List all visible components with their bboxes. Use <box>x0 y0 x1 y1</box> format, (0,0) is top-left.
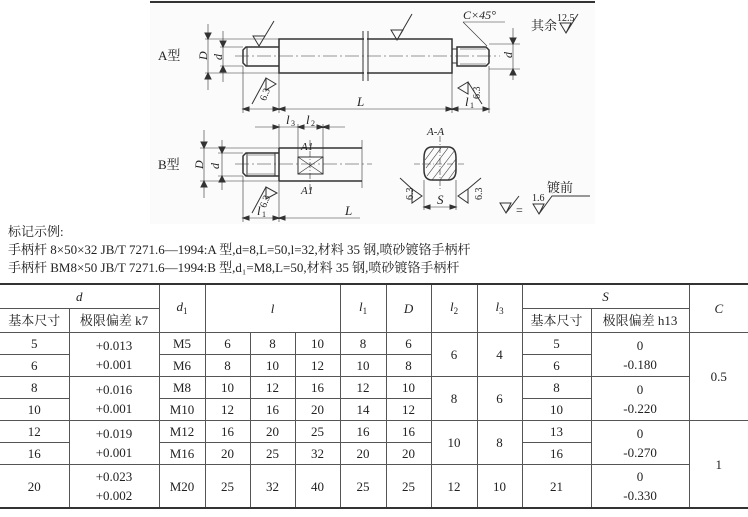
s-tolerance-cell: 0 -0.330 <box>591 465 689 509</box>
marking-example-line-a: 手柄杆 8×50×32 JB/T 7271.6—1994:A 型,d=8,L=50,l=32,材料 35 钢,喷砂镀铬手柄杆 <box>8 242 471 257</box>
type-a-label: A型 <box>158 48 181 63</box>
header-s-basic: 基本尺寸 <box>522 309 591 333</box>
d-tolerance-cell: +0.019 +0.001 <box>69 421 159 465</box>
type-b-label: B型 <box>158 157 180 172</box>
s-tolerance-cell: 0 -0.270 <box>591 421 689 465</box>
header-D: D <box>386 284 431 333</box>
svg-text:6.3: 6.3 <box>405 187 416 200</box>
svg-text:L: L <box>357 94 365 109</box>
svg-text:6.3: 6.3 <box>258 193 273 210</box>
svg-text:=: = <box>516 203 523 217</box>
svg-text:C×45°: C×45° <box>463 8 496 22</box>
header-l1: $l_1$ <box>340 284 386 333</box>
table-row: 8 +0.016 +0.001 M8 10 12 16 12 10 8 6 8 0 -0.220 <box>0 377 748 399</box>
marking-example-title: 标记示例: <box>8 224 64 239</box>
header-l2: $l_2$ <box>431 284 477 333</box>
svg-text:l: l <box>306 112 310 127</box>
dimension-table <box>0 283 748 509</box>
svg-text:1: 1 <box>470 101 474 110</box>
header-d-basic: 基本尺寸 <box>0 309 69 333</box>
table-row: 16 M16 20 25 32 20 20 16 <box>0 443 748 465</box>
header-l3: $l_3$ <box>477 284 522 333</box>
svg-text:l: l <box>286 112 290 127</box>
header-s-tolerance: 极限偏差 h13 <box>591 309 689 333</box>
table-row: 10 M10 12 16 20 14 12 10 <box>0 399 748 421</box>
c-value-cell: 0.5 <box>689 333 748 421</box>
d-tolerance-cell: +0.013 +0.001 <box>69 333 159 377</box>
d-tolerance-cell: +0.016 +0.001 <box>69 377 159 421</box>
header-S: S <box>522 284 689 309</box>
svg-text:12.5: 12.5 <box>557 13 575 24</box>
svg-text:2: 2 <box>311 119 315 128</box>
svg-text:d: d <box>208 163 222 169</box>
marking-example-line-b: 手柄杆 BM8×50 JB/T 7271.6—1994:B 型,d₁=M8,L=50,材料 35 钢,喷砂镀铬手柄杆 <box>8 260 460 275</box>
svg-text:镀前: 镀前 <box>547 180 574 195</box>
header-d-tolerance: 极限偏差 k7 <box>69 309 159 333</box>
svg-text:D: D <box>192 160 206 169</box>
header-d: d <box>0 284 159 309</box>
table-header-row-1 <box>0 284 748 309</box>
table-row: 12 +0.019 +0.001 M12 16 20 25 16 16 10 8 13 0 -0.270 1 <box>0 421 748 443</box>
svg-text:6.3: 6.3 <box>474 187 485 200</box>
svg-text:S: S <box>437 192 444 207</box>
svg-text:1.6: 1.6 <box>532 193 545 204</box>
svg-text:6.3: 6.3 <box>472 86 483 99</box>
svg-text:A1: A1 <box>301 141 314 153</box>
s-tolerance-cell: 0 -0.180 <box>591 333 689 377</box>
table-row: 5 +0.013 +0.001 M5 6 8 10 8 6 6 4 5 0 -0.180 0.5 <box>0 333 748 355</box>
c-value-cell: 1 <box>689 421 748 509</box>
d-tolerance-cell: +0.023 +0.002 <box>69 465 159 509</box>
svg-text:A-A: A-A <box>427 126 445 138</box>
header-C: C <box>689 284 748 333</box>
handle-rod-drawing <box>150 0 595 224</box>
header-d1: $d_1$ <box>159 284 205 333</box>
table-row: 6 M6 8 10 12 10 8 6 <box>0 355 748 377</box>
header-l: l <box>205 284 340 333</box>
svg-text:d: d <box>501 52 515 58</box>
svg-text:D: D <box>196 51 210 60</box>
svg-text:L: L <box>345 203 353 218</box>
svg-text:d: d <box>211 54 225 60</box>
svg-text:A1: A1 <box>301 185 314 197</box>
svg-text:6.3: 6.3 <box>258 86 273 103</box>
svg-text:3: 3 <box>291 119 295 128</box>
svg-text:l: l <box>257 203 261 218</box>
svg-text:其余: 其余 <box>531 18 558 33</box>
svg-text:1: 1 <box>262 210 266 219</box>
technical-drawing <box>150 0 595 224</box>
table-row: 20 +0.023 +0.002 M20 25 32 40 25 25 12 10 21 0 -0.330 <box>0 465 748 509</box>
s-tolerance-cell: 0 -0.220 <box>591 377 689 421</box>
svg-text:l: l <box>465 94 469 109</box>
